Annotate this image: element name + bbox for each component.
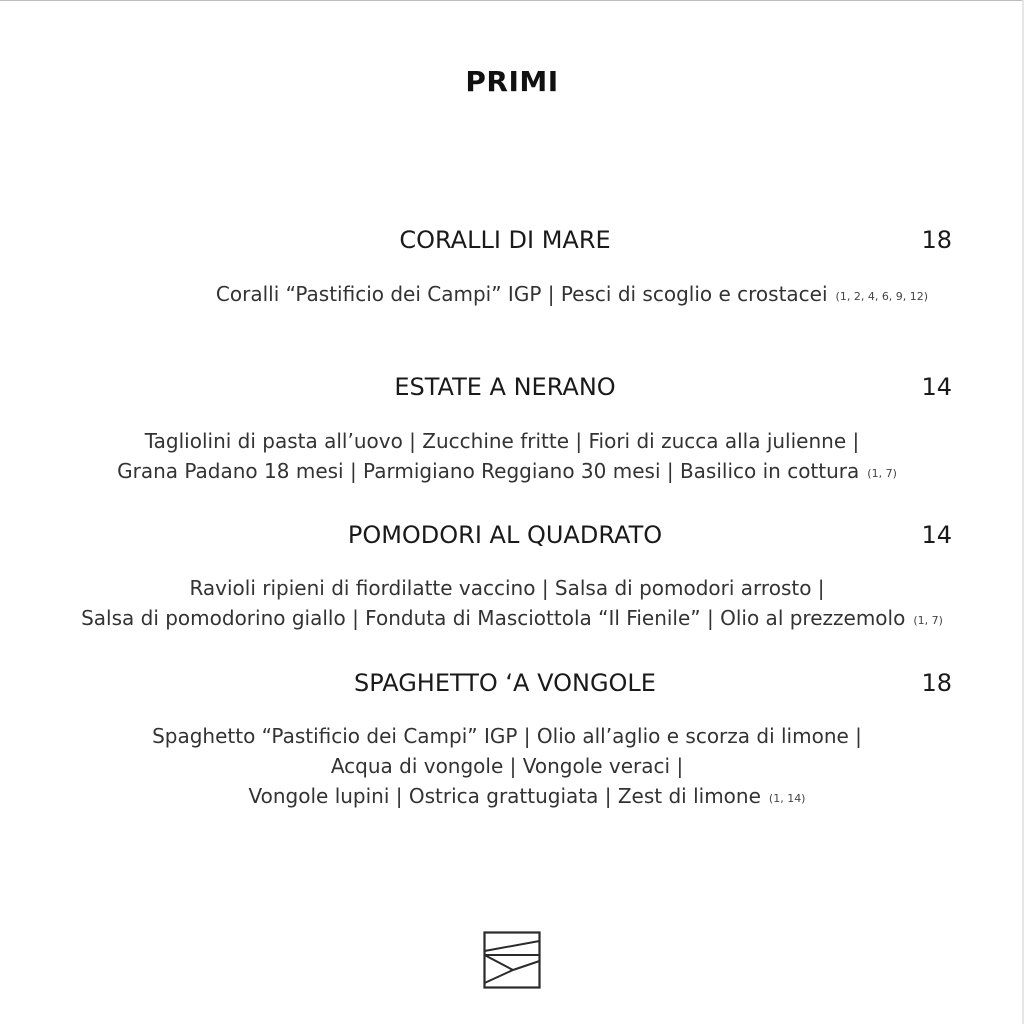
- allergen-codes: (1, 2, 4, 6, 9, 12): [835, 290, 929, 303]
- allergen-codes: (1, 7): [867, 467, 897, 480]
- description-line: Spaghetto “Pastificio dei Campi” IGP | Olio all’aglio e scorza di limone |: [152, 724, 862, 748]
- description-line: Ravioli ripieni di fiordilatte vaccino | Salsa di pomodori arrosto |: [189, 576, 825, 600]
- dish-name: SPAGHETTO ‘A VONGOLE: [354, 669, 656, 697]
- dish-price: 14: [921, 521, 952, 549]
- description-text: Grana Padano 18 mesi | Parmigiano Reggiano 30 mesi | Basilico in cottura: [117, 459, 860, 483]
- description-line: Tagliolini di pasta all’uovo | Zucchine fritte | Fiori di zucca alla julienne |: [144, 429, 860, 453]
- dish-name: CORALLI DI MARE: [399, 226, 611, 254]
- dish-description: [0, 721, 1024, 814]
- description-line: [0, 781, 1024, 814]
- description-line: [0, 603, 1024, 636]
- section-title: PRIMI: [465, 64, 559, 98]
- dish-description: [0, 426, 1024, 489]
- allergen-codes: (1, 7): [913, 614, 943, 627]
- restaurant-logo-icon: [483, 931, 541, 989]
- allergen-codes: (1, 14): [768, 792, 806, 805]
- dish-name: ESTATE A NERANO: [394, 373, 616, 401]
- top-border: [0, 0, 1024, 1]
- description-text: Salsa di pomodorino giallo | Fonduta di Masciottola “Il Fienile” | Olio al prezzemolo: [81, 606, 906, 630]
- dish-price: 18: [921, 669, 952, 697]
- dish-price: 14: [921, 373, 952, 401]
- description-text: Coralli “Pastificio dei Campi” IGP | Pesci di scoglio e crostacei: [215, 282, 828, 306]
- description-line: [0, 456, 1024, 489]
- dish-name: POMODORI AL QUADRATO: [347, 521, 663, 549]
- dish-description: [0, 573, 1024, 636]
- description-text: Vongole lupini | Ostrica grattugiata | Zest di limone: [248, 784, 761, 808]
- description-line: Acqua di vongole | Vongole veraci |: [330, 754, 684, 778]
- dish-description: [0, 279, 1024, 312]
- dish-price: 18: [921, 226, 952, 254]
- description-line: [0, 279, 1024, 312]
